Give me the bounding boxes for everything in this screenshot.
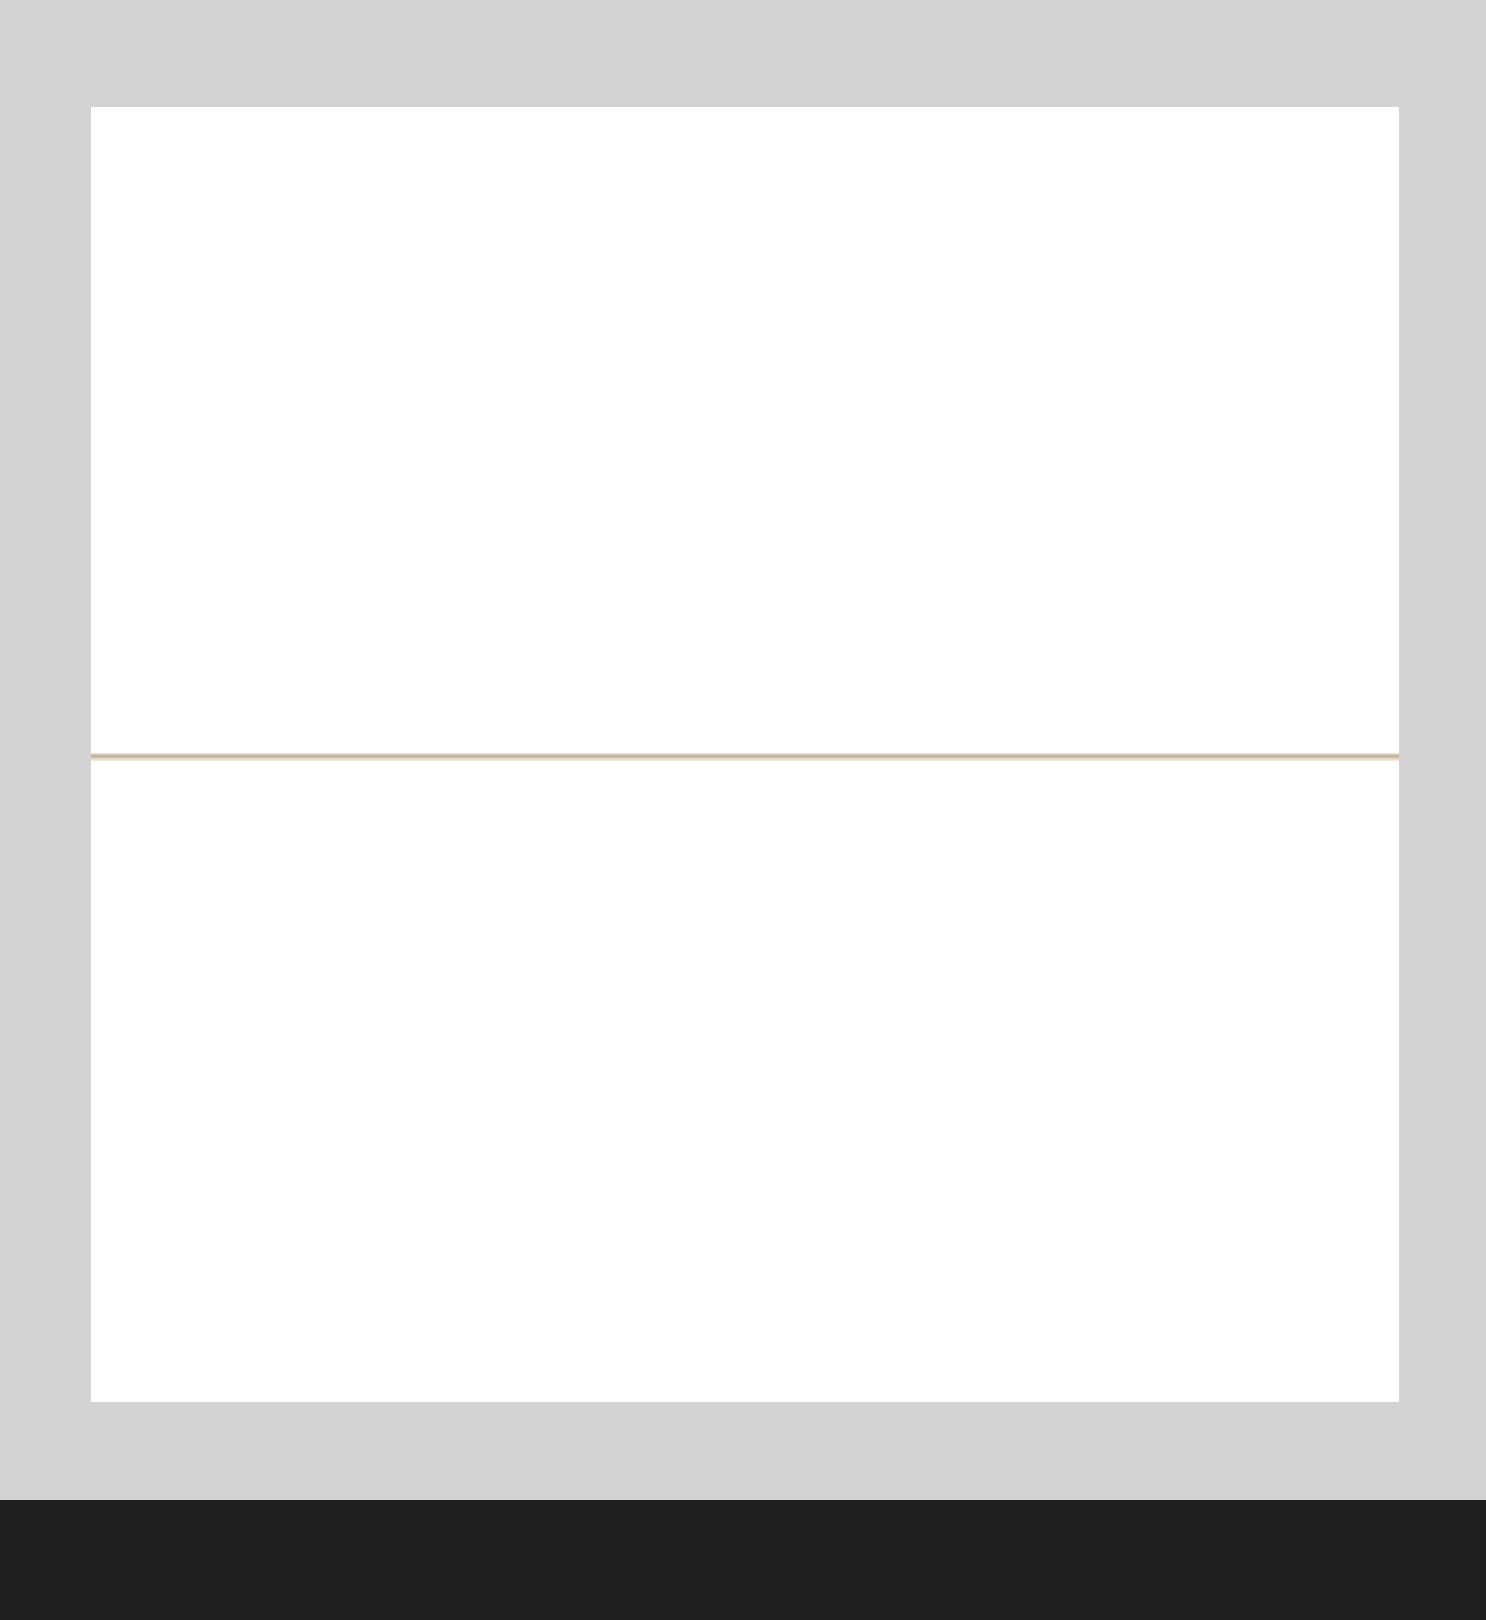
register-top-section [91, 107, 1399, 727]
header-transaction-description [297, 167, 773, 207]
page-fold [91, 753, 1399, 761]
stock-footer-bar [0, 1500, 1486, 1620]
header-deposit-amount [1028, 167, 1172, 207]
header-number-or-code [91, 167, 203, 207]
header-payment-amount [791, 167, 939, 207]
check-mark-icon [942, 167, 982, 207]
check-register-page [91, 107, 1399, 1402]
register-bottom-section [91, 773, 1399, 1389]
header-fee [984, 167, 1024, 207]
header-balance [1196, 167, 1396, 207]
header-date [205, 167, 293, 207]
